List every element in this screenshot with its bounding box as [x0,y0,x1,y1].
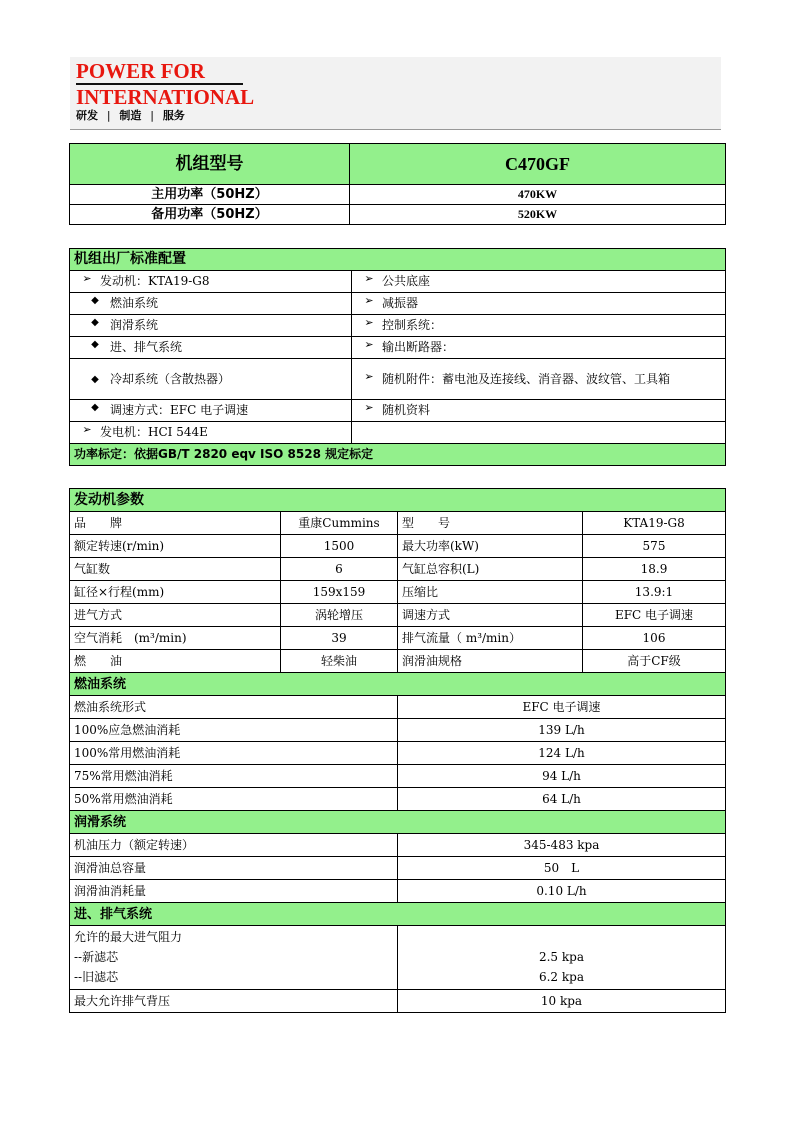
table-row [70,765,726,788]
arrow-bullet-icon: ➢ [82,423,92,436]
table-row [70,650,726,673]
fuel-system-title: 燃油系统 [70,673,726,696]
arrow-bullet-icon: ➢ [82,272,92,285]
lube-value: 50 L [398,857,726,880]
model-table [69,143,726,225]
footnote-row [70,444,726,466]
config-cell-right [352,271,726,293]
param-label: 型 号 [398,512,583,535]
config-row [70,337,726,359]
lube-value: 0.10 L/h [398,880,726,903]
config-item-text: 输出断路器： [382,340,455,354]
param-value: 1500 [281,535,398,558]
config-cell-left [70,315,352,337]
fuel-label: 75%常用燃油消耗 [70,765,398,788]
config-item-text: 发电机：HCI 544E [100,425,208,439]
table-row [70,535,726,558]
brand-line-1: POWER FOR [76,59,243,85]
lube-rows [70,834,726,903]
tagline-item: 制造 [119,109,142,122]
config-item-text: 随机资料 [382,403,431,417]
brand-logo-text [76,59,254,109]
config-item-text: 公共底座 [382,274,431,288]
fuel-label: 100%应急燃油消耗 [70,719,398,742]
config-row [70,293,726,315]
config-cell-right [352,400,726,422]
fuel-label: 100%常用燃油消耗 [70,742,398,765]
standby-power-label: 备用功率（50HZ） [70,205,350,225]
param-value: 159x159 [281,581,398,604]
param-value: 575 [583,535,726,558]
param-label: 空气消耗 (m³/min) [70,627,281,650]
param-value: 6 [281,558,398,581]
config-item-text: 燃油系统 [110,296,159,310]
param-label: 进气方式 [70,604,281,627]
table-row [70,857,726,880]
engine-table [69,488,726,1013]
config-item-text: 冷却系统（含散热器） [110,371,231,386]
section-header-row [70,489,726,512]
config-item-text: 调速方式：EFC 电子调速 [110,403,249,417]
config-cell-left [70,293,352,315]
arrow-bullet-icon: ➢ [364,316,374,329]
arrow-bullet-icon: ➢ [364,401,374,414]
config-table [69,248,726,466]
diamond-bullet-icon: ◆ [91,295,99,306]
lube-label: 机油压力（额定转速） [70,834,398,857]
arrow-bullet-icon: ➢ [364,272,374,285]
fuel-value: 94 L/h [398,765,726,788]
arrow-bullet-icon: ➢ [364,369,374,383]
arrow-bullet-icon: ➢ [364,294,374,307]
config-cell-left [70,271,352,293]
table-row [70,512,726,535]
param-label: 调速方式 [398,604,583,627]
param-value: 涡轮增压 [281,604,398,627]
config-row [70,422,726,444]
fuel-value: 124 L/h [398,742,726,765]
intake-restriction-labels [70,926,398,990]
lube-value: 345-483 kpa [398,834,726,857]
config-cell-right [352,359,726,400]
model-value: C470GF [350,144,726,185]
table-row [70,880,726,903]
config-item-text: 减振器 [382,296,419,310]
param-label: 压缩比 [398,581,583,604]
intake-line: --旧滤芯 [74,970,119,984]
config-row [70,400,726,422]
param-value: 13.9:1 [583,581,726,604]
tagline-separator: | [106,109,111,122]
page-header [70,57,721,130]
fuel-label: 燃油系统形式 [70,696,398,719]
section-header-row [70,249,726,271]
param-label: 额定转速(r/min) [70,535,281,558]
table-row [70,719,726,742]
table-row [70,834,726,857]
param-value: 39 [281,627,398,650]
table-row [70,990,726,1013]
table-row [70,627,726,650]
config-item-text: 随机附件：蓄电池及连接线、消音器、波纹管、工具箱 [382,371,671,386]
engine-rows [70,512,726,673]
param-label: 品 牌 [70,512,281,535]
subsection-row [70,903,726,926]
config-cell-left [70,422,352,444]
tagline [76,107,185,123]
param-value: 轻柴油 [281,650,398,673]
param-label: 气缸总容积(L) [398,558,583,581]
param-label: 缸径×行程(mm) [70,581,281,604]
fuel-rows [70,696,726,811]
config-cell-left [70,400,352,422]
standby-power-value: 520KW [350,205,726,225]
arrow-bullet-icon: ➢ [364,338,374,351]
config-cell-right [352,315,726,337]
diamond-bullet-icon: ◆ [91,339,99,350]
param-value: 高于CF级 [583,650,726,673]
fuel-value: 64 L/h [398,788,726,811]
param-label: 气缸数 [70,558,281,581]
intake-restriction-row [70,926,726,990]
table-row [70,604,726,627]
param-value: 106 [583,627,726,650]
intake-line: 允许的最大进气阻力 [74,930,183,944]
param-value: 重康Cummins [281,512,398,535]
fuel-value: EFC 电子调速 [398,696,726,719]
fuel-label: 50%常用燃油消耗 [70,788,398,811]
config-cell-right [352,422,726,444]
intake-restriction-values [398,926,726,990]
param-label: 润滑油规格 [398,650,583,673]
lube-label: 润滑油消耗量 [70,880,398,903]
config-item-text: 进、排气系统 [110,340,183,354]
subsection-row [70,673,726,696]
param-value: 18.9 [583,558,726,581]
param-value: KTA19-G8 [583,512,726,535]
exhaust-backpressure-value: 10 kpa [398,990,726,1013]
lube-label: 润滑油总容量 [70,857,398,880]
config-row [70,315,726,337]
table-row [70,558,726,581]
prime-power-label: 主用功率（50HZ） [70,185,350,205]
config-row [70,359,726,400]
exhaust-backpressure-label: 最大允许排气背压 [70,990,398,1013]
config-cell-right [352,293,726,315]
subsection-row [70,811,726,834]
diamond-bullet-icon: ◆ [91,373,99,385]
config-cell-right [352,337,726,359]
intake-system-title: 进、排气系统 [70,903,726,926]
table-row [70,205,726,225]
table-row [70,696,726,719]
config-rows [70,271,726,444]
config-title: 机组出厂标准配置 [70,249,726,271]
config-item-text: 润滑系统 [110,318,159,332]
model-label: 机组型号 [70,144,350,185]
diamond-bullet-icon: ◆ [91,317,99,328]
param-label: 排气流量（ m³/min） [398,627,583,650]
intake-value: 6.2 kpa [538,970,584,984]
table-row [70,185,726,205]
tagline-separator: | [150,109,154,122]
param-label: 最大功率(kW) [398,535,583,558]
param-label: 燃 油 [70,650,281,673]
config-item-text: 控制系统： [382,318,443,332]
config-row [70,271,726,293]
table-row [70,788,726,811]
config-item-text: 发动机：KTA19-G8 [100,274,210,288]
param-value: EFC 电子调速 [583,604,726,627]
fuel-value: 139 L/h [398,719,726,742]
table-row [70,742,726,765]
diamond-bullet-icon: ◆ [91,402,99,413]
table-row [70,581,726,604]
config-cell-left [70,337,352,359]
power-rating-note: 功率标定：依据GB/T 2820 eqv ISO 8528 规定标定 [70,444,726,466]
tagline-item: 服务 [162,109,185,122]
prime-power-value: 470KW [350,185,726,205]
tagline-item: 研发 [76,109,98,122]
intake-value [402,927,721,947]
brand-line-2: INTERNATIONAL [76,85,255,109]
lube-system-title: 润滑系统 [70,811,726,834]
model-row [70,144,726,185]
engine-title: 发动机参数 [70,489,726,512]
intake-value: 2.5 kpa [538,950,584,964]
config-cell-left [70,359,352,400]
intake-line: --新滤芯 [74,950,119,964]
